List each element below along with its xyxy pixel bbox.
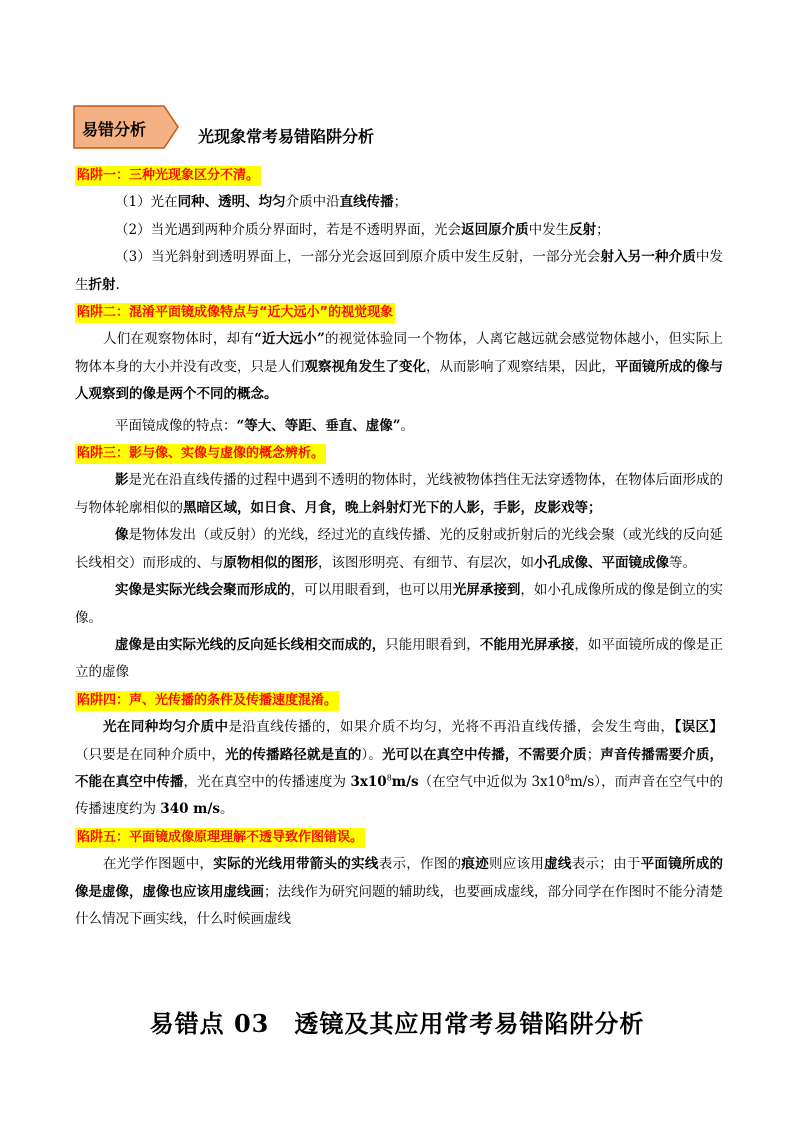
next-chapter-title: 易错点 03 透镜及其应用常考易错陷阱分析	[149, 1009, 645, 1038]
badge-label: 易错分析	[82, 120, 147, 139]
section-title: 光现象常考易错陷阱分析	[198, 127, 375, 146]
trap-5-heading: 陷阱五：平面镜成像原理理解不透导致作图错误。	[75, 828, 365, 848]
trap-1-item-3: （3）当光斜射到透明界面上，一部分光会返回到原介质中发生反射，一部分光会射入另一种介质中发生折射.	[75, 249, 724, 293]
trap-2-heading: 陷阱二：混淆平面镜成像特点与“近大远小”的视觉现象	[75, 303, 395, 323]
document-body	[75, 162, 723, 933]
trap-2-paragraph-2: 平面镜成像的特点：“等大、等距、垂直、虚像”。	[115, 417, 415, 434]
trap-5-paragraph: 在光学作图题中，实际的光线用带箭头的实线表示，作图的痕迹则应该用虚线表示；由于平面镜所成的像是虚像，虚像也应该用虚线画；法线作为研究问题的辅助线，也要画成虚线，部分同学在作图时不能分清楚什么情况下画实线，什么时候画虚线	[75, 856, 724, 927]
trap-4-heading: 陷阱四：声、光传播的条件及传播速度混淆。	[75, 691, 339, 711]
trap-4-paragraph: 光在同种均匀介质中是沿直线传播的，如果介质不均匀，光将不再沿直线传播，会发生弯曲，【误区】（只要是在同种介质中，光的传播路径就是直的）。光可以在真空中传播，不需要介质；声音传播需要介质，不能在真空中传播，光在真空中的传播速度为 $3x10^8m/s$（在空气中近似为 $3x10^8m/s$），而声音在空气中的传播速度约为 340 m/s。	[75, 719, 724, 818]
trap-3-paragraph-real-image: 实像是实际光线会聚而形成的，可以用眼看到，也可以用光屏承接到，如小孔成像所成的像是倒立的实像。	[75, 582, 724, 626]
trap-1-item-2: （2）当光遇到两种介质分界面时，若是不透明界面，光会返回原介质中发生反射；	[115, 221, 610, 238]
error-analysis-badge	[72, 104, 176, 150]
trap-1-item-1: （1）光在同种、透明、均匀介质中沿直线传播；	[115, 194, 408, 211]
trap-3-paragraph-shadow: 影是光在沿直线传播的过程中遇到不透明的物体时，光线被物体挡住无法穿透物体，在物体后面形成的与物体轮廓相似的黑暗区域，如日食、月食，晚上斜射灯光下的人影，手影，皮影戏等；	[75, 472, 724, 516]
trap-1-heading: 陷阱一：三种光现象区分不清。	[75, 166, 261, 186]
trap-3-paragraph-image: 像是物体发出（或反射）的光线，经过光的直线传播、光的反射或折射后的光线会聚（或光线的反向延长线相交）而形成的、与原物相似的图形，该图形明亮、有细节、有层次，如小孔成像、平面镜成像等。	[75, 527, 724, 571]
trap-3-heading: 陷阱三：影与像、实像与虚像的概念辨析。	[75, 444, 326, 464]
trap-2-paragraph-1: 人们在观察物体时，却有“近大远小”的视觉体验同一个物体，人离它越远就会感觉物体越小，但实际上物体本身的大小并没有改变，只是人们观察视角发生了变化，从而影响了观察结果，因此，平面镜所成的像与人观察到的像是两个不同的概念。	[75, 331, 724, 403]
trap-3-paragraph-virtual-image: 虚像是由实际光线的反向延长线相交而成的，只能用眼看到，不能用光屏承接，如平面镜所成的像是正立的虚像	[75, 636, 724, 681]
